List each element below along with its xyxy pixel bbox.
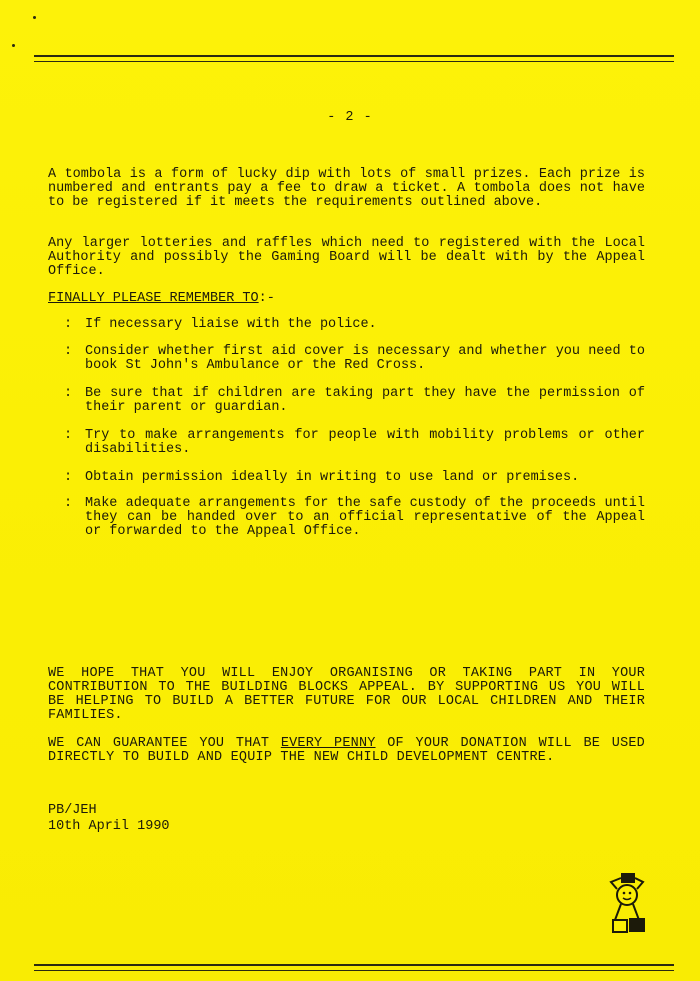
logo-legs xyxy=(615,904,639,920)
list-item-text: Consider whether first aid cover is necessary and whether you need to book St John's Ambulance or the Red Cross. xyxy=(85,344,645,373)
list-item xyxy=(64,471,645,485)
page-number: - 2 - xyxy=(327,110,373,125)
guarantee-emphasis: EVERY PENNY xyxy=(280,736,376,751)
logo-eye xyxy=(623,892,626,895)
logo-block-right xyxy=(629,918,645,932)
scan-speck xyxy=(12,44,15,47)
guarantee-text-before: WE CAN GUARANTEE YOU THAT xyxy=(48,736,281,751)
list-item xyxy=(64,387,645,415)
closing-hope-paragraph: WE HOPE THAT YOU WILL ENJOY ORGANISING OR TAKING PART IN YOUR CONTRIBUTION TO THE BUILDING BLOCKS APPEAL. BY SUPPORTING US YOU WILL BE HELPING TO BUILD A BETTER FUTURE FOR OUR LOCAL CHILDREN AND THEIR FAMILIES. xyxy=(48,666,645,723)
lotteries-paragraph: Any larger lotteries and raffles which need to registered with the Local Authority and possibly the Gaming Board will be dealt with by the Appeal Office. xyxy=(48,236,645,279)
reference-date: 10th April 1990 xyxy=(48,819,170,834)
logo-top-block xyxy=(621,873,635,883)
remember-heading xyxy=(48,291,275,306)
list-item xyxy=(64,318,645,332)
list-bullet: : xyxy=(64,344,73,359)
list-item xyxy=(64,497,645,539)
logo-face xyxy=(617,885,637,905)
remember-heading-text: FINALLY PLEASE REMEMBER TO xyxy=(48,291,259,306)
list-bullet: : xyxy=(64,386,73,401)
scan-speck xyxy=(33,16,36,19)
guarantee-text-after: OF YOUR DONATION WILL BE USED DIRECTLY TO BUILD AND EQUIP THE NEW CHILD DEVELOPMENT CENTRE. xyxy=(48,736,645,765)
closing-guarantee-paragraph xyxy=(48,737,645,765)
list-bullet: : xyxy=(64,470,73,485)
list-item xyxy=(64,345,645,373)
tombola-paragraph: A tombola is a form of lucky dip with lots of small prizes. Each prize is numbered and entrants pay a fee to draw a ticket. A tombola does not have to be registered if it meets the requirements outlined above. xyxy=(48,167,645,210)
logo-arm-right xyxy=(635,878,643,889)
list-item-text: If necessary liaise with the police. xyxy=(85,317,377,332)
list-bullet: : xyxy=(64,317,73,332)
top-rule xyxy=(34,55,674,62)
bottom-rule xyxy=(34,964,674,971)
logo-eye xyxy=(629,892,632,895)
reference-initials: PB/JEH xyxy=(48,803,97,818)
list-item xyxy=(64,429,645,457)
logo-block-left xyxy=(613,920,627,932)
list-item-text: Try to make arrangements for people with mobility problems or other disabilities. xyxy=(85,428,645,457)
list-item-text: Be sure that if children are taking part they have the permission of their parent or guardian. xyxy=(85,386,645,415)
list-item-text: Obtain permission ideally in writing to use land or premises. xyxy=(85,470,580,485)
building-blocks-logo-icon xyxy=(607,872,651,934)
list-bullet: : xyxy=(64,428,73,443)
remember-heading-suffix: :- xyxy=(258,291,275,306)
list-bullet: : xyxy=(64,496,73,511)
list-item-text: Make adequate arrangements for the safe custody of the proceeds until they can be handed over to an official representative of the Appeal or forwarded to the Appeal Office. xyxy=(85,496,645,539)
